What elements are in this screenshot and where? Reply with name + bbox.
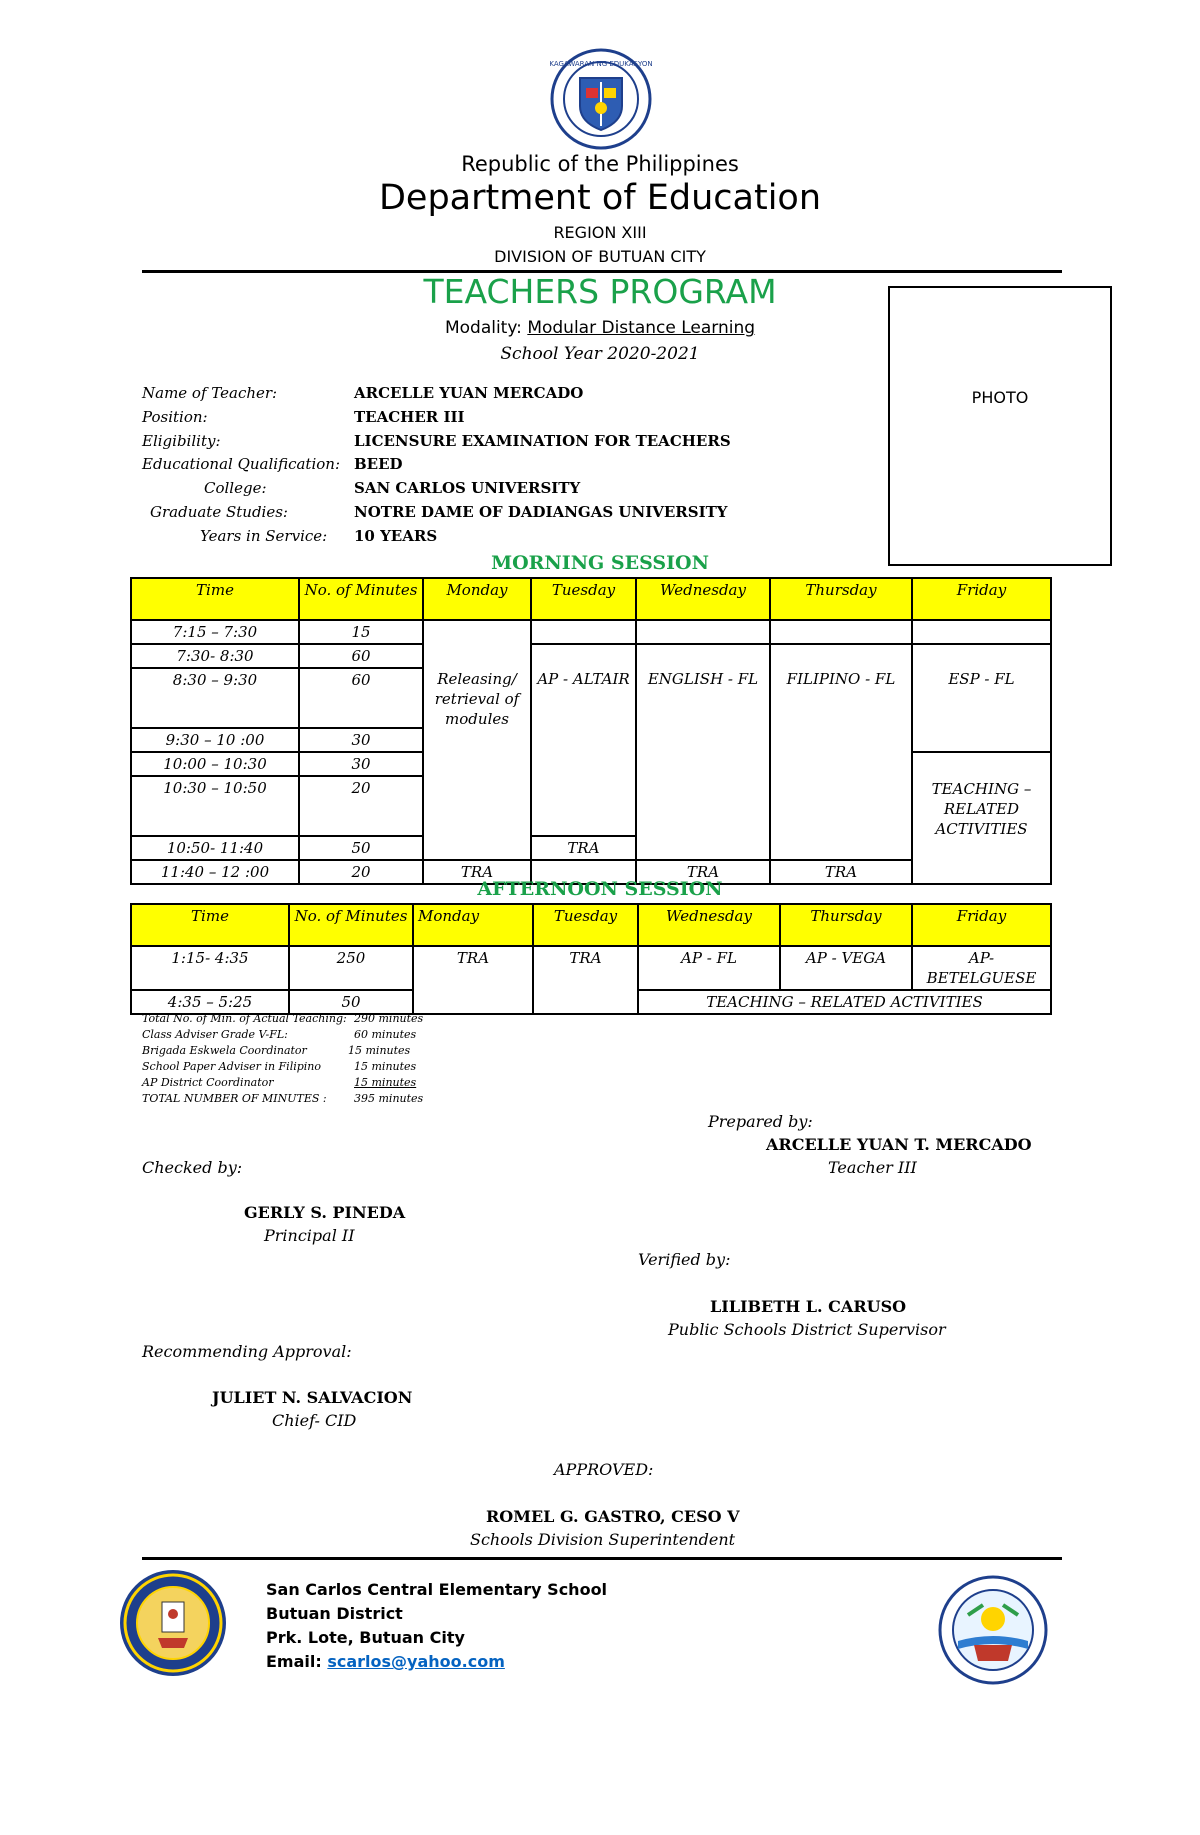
info-label-college: College: <box>204 479 267 497</box>
morning-session-title: MORNING SESSION <box>491 552 709 574</box>
footer-address: Prk. Lote, Butuan City <box>266 1628 465 1647</box>
afternoon-header-monday: Monday <box>413 904 533 946</box>
info-value-years: 10 YEARS <box>354 527 438 545</box>
approved-name: ROMEL G. GASTRO, CESO V <box>486 1507 740 1526</box>
footer-school-name: San Carlos Central Elementary School <box>266 1580 608 1599</box>
friday-esp-cell: ESP - FL <box>912 644 1051 752</box>
verified-by-title: Public Schools District Supervisor <box>668 1320 946 1339</box>
afternoon-tuesday-cell: TRA <box>533 946 638 1014</box>
table-row <box>131 644 1051 668</box>
program-title: TEACHERS PROGRAM <box>423 272 777 311</box>
time-cell: 9:30 – 10 :00 <box>131 728 299 752</box>
morning-header-friday: Friday <box>912 578 1051 620</box>
total-label: AP District Coordinator <box>142 1076 274 1089</box>
afternoon-header-row <box>131 904 1051 946</box>
morning-header-time: Time <box>131 578 299 620</box>
minutes-cell: 250 <box>289 946 413 990</box>
minutes-cell: 20 <box>299 860 423 884</box>
info-label-eligibility: Eligibility: <box>142 432 221 450</box>
afternoon-header-tuesday: Tuesday <box>533 904 638 946</box>
photo-box <box>888 286 1112 566</box>
approved-label: APPROVED: <box>554 1460 654 1479</box>
table-row <box>131 620 1051 644</box>
total-label: Total No. of Min. of Actual Teaching: <box>142 1012 347 1025</box>
empty-cell <box>912 620 1051 644</box>
recommending-label: Recommending Approval: <box>142 1342 352 1361</box>
monday-tra-cell: TRA <box>423 860 531 884</box>
modality-label: Modality: <box>444 318 522 338</box>
recommending-name: JULIET N. SALVACION <box>212 1388 413 1407</box>
header-region: REGION XIII <box>553 223 647 242</box>
time-cell: 7:15 – 7:30 <box>131 620 299 644</box>
deped-seal-logo <box>550 48 652 150</box>
total-value: 15 minutes <box>354 1060 417 1073</box>
modality-value: Modular Distance Learning <box>527 318 756 338</box>
morning-header-minutes: No. of Minutes <box>299 578 423 620</box>
time-cell: 10:50- 11:40 <box>131 836 299 860</box>
total-label: Class Adviser Grade V-FL: <box>142 1028 288 1041</box>
morning-header-wednesday: Wednesday <box>636 578 770 620</box>
afternoon-thursday-cell: AP - VEGA <box>780 946 912 990</box>
info-label-graduate: Graduate Studies: <box>150 503 288 521</box>
info-value-name: ARCELLE YUAN MERCADO <box>354 384 584 402</box>
verified-by-label: Verified by: <box>638 1250 731 1269</box>
afternoon-friday-cell: AP- BETELGUESE <box>912 946 1051 990</box>
afternoon-schedule-table <box>130 903 1052 1015</box>
header-department: Department of Education <box>378 178 822 218</box>
time-cell: 1:15- 4:35 <box>131 946 289 990</box>
thursday-tra-cell: TRA <box>770 860 912 884</box>
afternoon-header-time: Time <box>131 904 289 946</box>
time-cell: 7:30- 8:30 <box>131 644 299 668</box>
modality-line <box>250 318 950 338</box>
wednesday-english-cell: ENGLISH - FL <box>636 644 770 860</box>
header-division: DIVISION OF BUTUAN CITY <box>494 247 706 266</box>
prepared-by-label: Prepared by: <box>708 1112 813 1131</box>
friday-teaching-related-cell: TEACHING – RELATED ACTIVITIES <box>912 752 1051 884</box>
total-value: 395 minutes <box>354 1092 424 1105</box>
checked-by-label: Checked by: <box>142 1158 243 1177</box>
minutes-cell: 30 <box>299 728 423 752</box>
school-year: School Year 2020-2021 <box>500 344 700 364</box>
division-seal-logo <box>938 1575 1048 1685</box>
info-value-eligibility: LICENSURE EXAMINATION FOR TEACHERS <box>354 432 731 450</box>
minutes-cell: 15 <box>299 620 423 644</box>
svg-text:KAGAWARAN NG EDUKASYON: KAGAWARAN NG EDUKASYON <box>550 60 652 68</box>
info-value-qualification: BEED <box>354 455 403 473</box>
total-label: Brigada Eskwela Coordinator <box>142 1044 307 1057</box>
table-row <box>131 946 1051 990</box>
prepared-by-name: ARCELLE YUAN T. MERCADO <box>766 1135 1032 1154</box>
morning-header-thursday: Thursday <box>770 578 912 620</box>
afternoon-session-title: AFTERNOON SESSION <box>477 878 723 900</box>
total-label: TOTAL NUMBER OF MINUTES : <box>142 1092 327 1105</box>
empty-cell <box>531 620 636 644</box>
checked-by-title: Principal II <box>264 1226 355 1245</box>
minutes-cell: 50 <box>299 836 423 860</box>
info-value-position: TEACHER III <box>354 408 465 426</box>
time-cell: 8:30 – 9:30 <box>131 668 299 728</box>
tuesday-tra-cell: TRA <box>531 836 636 860</box>
minutes-cell: 50 <box>289 990 413 1014</box>
total-value: 15 minutes <box>348 1044 411 1057</box>
afternoon-wednesday-cell: AP - FL <box>638 946 780 990</box>
info-label-qualification: Educational Qualification: <box>142 455 340 473</box>
thursday-filipino-cell: FILIPINO - FL <box>770 644 912 860</box>
footer-email-label: Email: <box>266 1652 322 1671</box>
tuesday-ap-cell: AP - ALTAIR <box>531 644 636 836</box>
total-value: 60 minutes <box>354 1028 417 1041</box>
wednesday-tra-cell: TRA <box>636 860 770 884</box>
time-cell: 4:35 – 5:25 <box>131 990 289 1014</box>
footer-divider <box>142 1557 1062 1560</box>
afternoon-header-thursday: Thursday <box>780 904 912 946</box>
time-cell: 11:40 – 12 :00 <box>131 860 299 884</box>
minutes-cell: 20 <box>299 776 423 836</box>
time-cell: 10:00 – 10:30 <box>131 752 299 776</box>
footer-email-line <box>266 1652 505 1671</box>
info-label-position: Position: <box>142 408 208 426</box>
morning-header-row <box>131 578 1051 620</box>
empty-cell <box>636 620 770 644</box>
prepared-by-title: Teacher III <box>828 1158 917 1177</box>
monday-releasing-cell: Releasing/ retrieval of modules <box>423 620 531 860</box>
info-value-college: SAN CARLOS UNIVERSITY <box>354 479 581 497</box>
recommending-title: Chief- CID <box>272 1411 357 1430</box>
header-republic: Republic of the Philippines <box>461 152 739 176</box>
total-value: 15 minutes <box>354 1076 417 1089</box>
school-seal-logo <box>118 1568 228 1678</box>
verified-by-name: LILIBETH L. CARUSO <box>710 1297 907 1316</box>
photo-label: PHOTO <box>971 388 1029 407</box>
afternoon-header-friday: Friday <box>912 904 1051 946</box>
footer-district: Butuan District <box>266 1604 403 1623</box>
minutes-cell: 60 <box>299 644 423 668</box>
time-cell: 10:30 – 10:50 <box>131 776 299 836</box>
approved-title: Schools Division Superintendent <box>470 1530 736 1549</box>
minutes-cell: 30 <box>299 752 423 776</box>
minutes-cell: 60 <box>299 668 423 728</box>
checked-by-name: GERLY S. PINEDA <box>244 1203 406 1222</box>
empty-cell <box>770 620 912 644</box>
total-label: School Paper Adviser in Filipino <box>142 1060 321 1073</box>
morning-schedule-table <box>130 577 1052 885</box>
afternoon-header-minutes: No. of Minutes <box>289 904 413 946</box>
info-label-years: Years in Service: <box>200 527 328 545</box>
afternoon-header-wednesday: Wednesday <box>638 904 780 946</box>
afternoon-teaching-related-cell: TEACHING – RELATED ACTIVITIES <box>638 990 1051 1014</box>
info-value-graduate: NOTRE DAME OF DADIANGAS UNIVERSITY <box>354 503 728 521</box>
morning-header-monday: Monday <box>423 578 531 620</box>
info-label-name: Name of Teacher: <box>142 384 278 402</box>
morning-header-tuesday: Tuesday <box>531 578 636 620</box>
total-value: 290 minutes <box>354 1012 424 1025</box>
footer-email-link[interactable]: scarlos@yahoo.com <box>327 1652 505 1671</box>
afternoon-monday-cell: TRA <box>413 946 533 1014</box>
